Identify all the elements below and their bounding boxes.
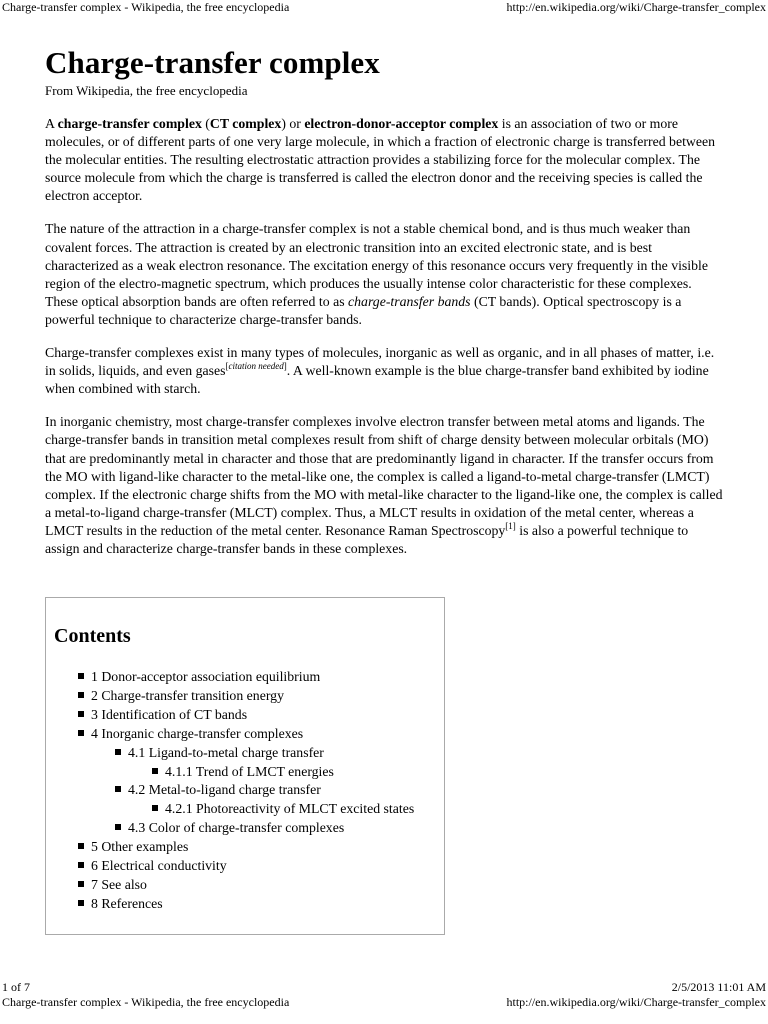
page-title: Charge-transfer complex <box>45 45 380 80</box>
bullet-icon <box>115 749 121 755</box>
bullet-icon <box>78 881 84 887</box>
term-ct-complex: CT complex <box>209 116 282 131</box>
toc-subitem[interactable]: 4.1 Ligand-to-metal charge transfer <box>46 744 444 763</box>
bullet-icon <box>78 900 84 906</box>
bullet-icon <box>152 768 158 774</box>
print-footer-line-2 <box>2 995 766 1009</box>
table-of-contents <box>45 597 445 935</box>
intro-paragraph-3: Charge-transfer complexes exist in many types of molecules, inorganic as well as organic, and in all phases of matter, i.e. in solids, liquids, and even gases[citation needed]. A well-known example is the blue charge-transfer band exhibited by iodine when combined with starch. <box>45 345 715 397</box>
toc-item[interactable]: 7 See also <box>46 876 444 895</box>
term-charge-transfer-complex: charge-transfer complex <box>57 116 202 131</box>
page-number: 1 of 7 <box>2 980 30 994</box>
print-header-title: Charge-transfer complex - Wikipedia, the free encyclopedia <box>2 0 290 14</box>
intro-paragraph-2: The nature of the attraction in a charge-transfer complex is not a stable chemical bond, and is thus much weaker than covalent forces. The attraction is created by an electronic transition into an excited electronic state, and is best characterized as a weak electron resonance. The excitation energy of this resonance occurs very frequently in the visible region of the electro-magnetic spectrum, which produces the usually intense color characteristic for these complexes. These optical absorption bands are often referred to as charge-transfer bands (CT bands). Optical spectroscopy is a powerful technique to characterize charge-transfer bands. <box>45 221 708 327</box>
toc-subitem[interactable]: 4.3 Color of charge-transfer complexes <box>46 819 444 838</box>
print-footer-url[interactable]: http://en.wikipedia.org/wiki/Charge-transfer_complex <box>506 995 766 1009</box>
reference-link-1[interactable]: [1] <box>505 520 516 531</box>
term-eda-complex: electron-donor-acceptor complex <box>304 116 499 131</box>
toc-item[interactable]: 6 Electrical conductivity <box>46 857 444 876</box>
toc-item[interactable]: 2 Charge-transfer transition energy <box>46 687 444 706</box>
term-ct-bands: charge-transfer bands <box>348 293 471 309</box>
toc-item[interactable]: 1 Donor-acceptor association equilibrium <box>46 668 444 687</box>
toc-list <box>46 668 444 914</box>
bullet-icon <box>78 730 84 736</box>
toc-item[interactable]: 3 Identification of CT bands <box>46 706 444 725</box>
print-footer-line-1 <box>2 980 766 994</box>
toc-subsubitem[interactable]: 4.1.1 Trend of LMCT energies <box>46 763 444 782</box>
toc-title: Contents <box>54 625 131 647</box>
bullet-icon <box>115 824 121 830</box>
bullet-icon <box>78 711 84 717</box>
bullet-icon <box>78 862 84 868</box>
article-body <box>45 44 725 558</box>
toc-item[interactable]: 8 References <box>46 895 444 914</box>
toc-item[interactable]: 5 Other examples <box>46 838 444 857</box>
toc-subsubitem[interactable]: 4.2.1 Photoreactivity of MLCT excited states <box>46 800 444 819</box>
bullet-icon <box>78 673 84 679</box>
toc-item[interactable]: 4 Inorganic charge-transfer complexes <box>46 725 444 744</box>
bullet-icon <box>78 843 84 849</box>
print-footer-title: Charge-transfer complex - Wikipedia, the free encyclopedia <box>2 995 290 1009</box>
site-tagline: From Wikipedia, the free encyclopedia <box>45 83 248 98</box>
intro-paragraph-1: A charge-transfer complex (CT complex) or electron-donor-acceptor complex is an association of two or more molecules, or of different parts of one very large molecule, in which a fraction of electronic charge is transferred between the molecular entities. The resulting electrostatic attraction provides a stabilizing force for the molecular complex. The source molecule from which the charge is transferred is called the electron donor and the receiving species is called the electron acceptor. <box>45 116 716 204</box>
print-header <box>2 0 766 14</box>
intro-paragraph-4: In inorganic chemistry, most charge-transfer complexes involve electron transfer between metal atoms and ligands. The charge-transfer bands in transition metal complexes result from shift of charge density between molecular orbitals (MO) that are predominantly metal in character and those that are predominantly ligand in character. If the transfer occurs from the MO with ligand-like character to the metal-like one, the complex is called a ligand-to-metal charge-transfer (LMCT) complex. If the electronic charge shifts from the MO with metal-like character to the ligand-like one, the complex is called a metal-to-ligand charge-transfer (MLCT) complex. Thus, a MLCT results in oxidation of the metal center, whereas a LMCT results in the reduction of the metal center. Resonance Raman Spectroscopy[1] is also a powerful technique to assign and characterize charge-transfer bands in these complexes. <box>45 414 723 556</box>
bullet-icon <box>152 805 158 811</box>
print-datetime: 2/5/2013 11:01 AM <box>671 980 766 994</box>
print-header-url[interactable]: http://en.wikipedia.org/wiki/Charge-transfer_complex <box>506 0 766 14</box>
bullet-icon <box>115 786 121 792</box>
toc-subitem[interactable]: 4.2 Metal-to-ligand charge transfer <box>46 781 444 800</box>
citation-needed-link[interactable]: [citation needed] <box>225 361 287 372</box>
bullet-icon <box>78 692 84 698</box>
